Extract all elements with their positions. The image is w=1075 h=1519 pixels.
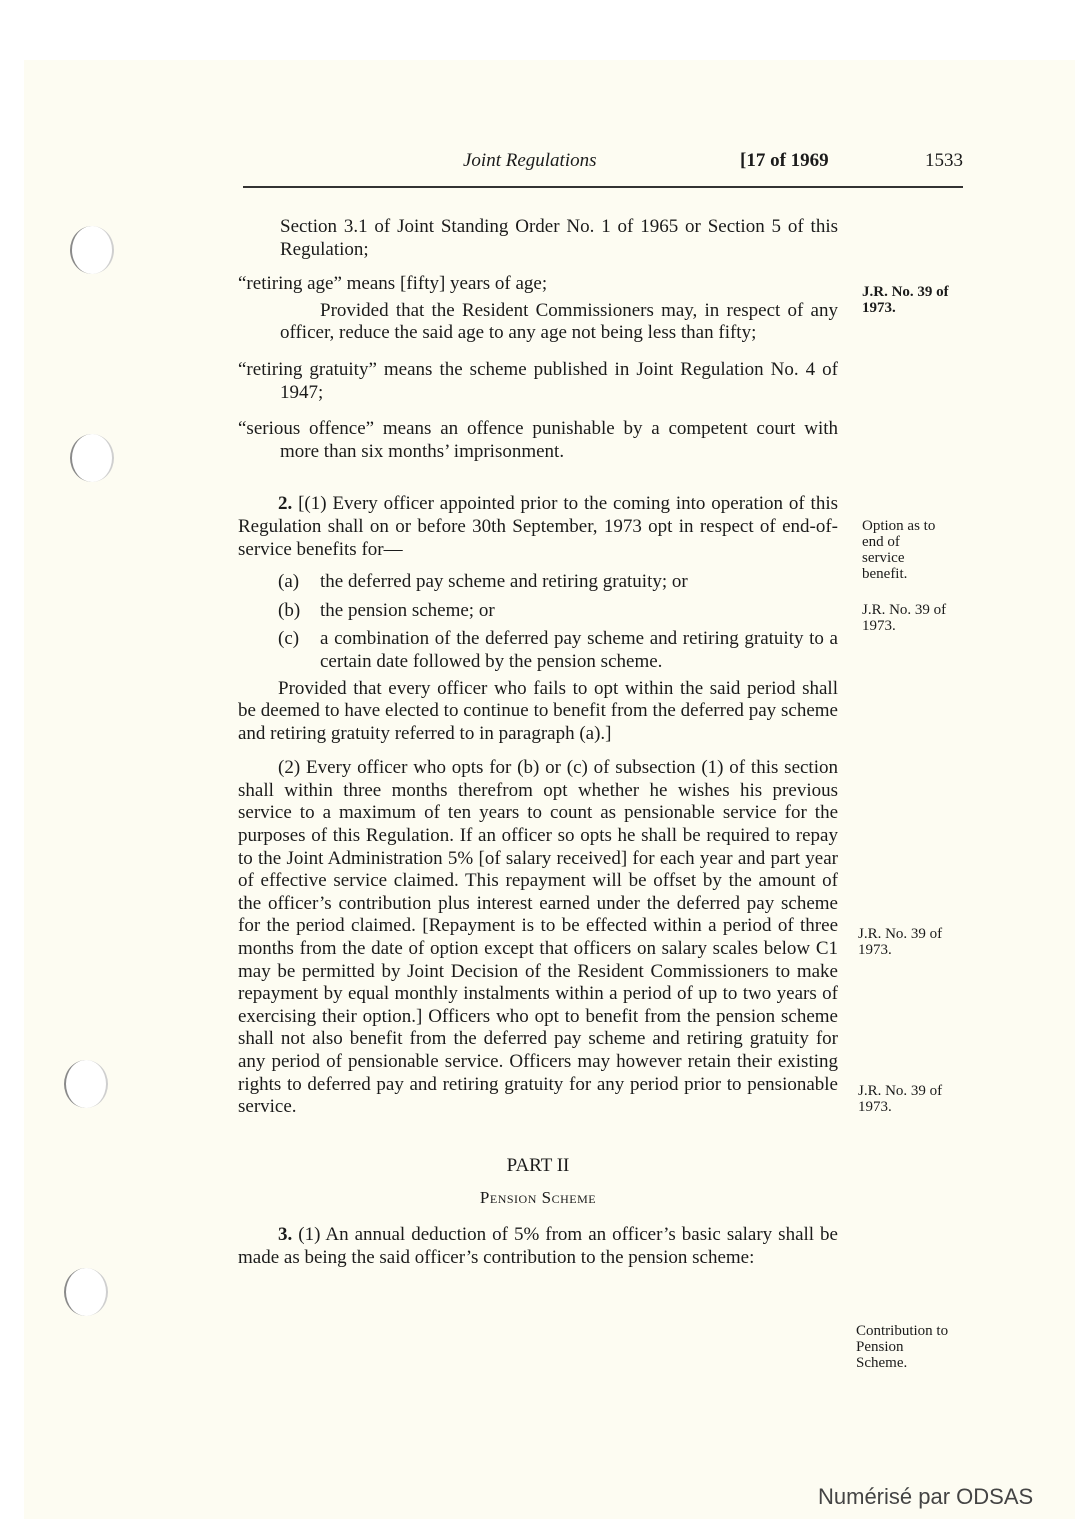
section-3-number: 3. — [278, 1223, 293, 1245]
section-2-number: 2. — [278, 493, 293, 515]
punch-hole-3 — [64, 1060, 108, 1108]
section-3-1-text: (1) An annual deduction of 5% from an officer’s basic salary shall be made as being the said officer’s contribution to the pension scheme: — [238, 1223, 838, 1268]
digitization-watermark: Numérisé par ODSAS — [818, 1484, 1034, 1509]
retiring-age-proviso: Provided that the Resident Commissioners may, in respect of any officer, reduce the said age to any age not being less than fifty; — [280, 299, 838, 344]
section-2-1-text: [(1) Every officer appointed prior to the coming into operation of this Regulation shall on or before 30th September, 1973 opt in respect of end-of-service benefits for— — [238, 493, 839, 560]
part-heading: PART II — [506, 1154, 570, 1176]
part-subheading: Pension Scheme — [479, 1188, 597, 1208]
header-title: Joint Regulations — [463, 150, 597, 171]
punch-hole-1 — [70, 226, 114, 274]
punch-hole-4 — [64, 1268, 108, 1316]
margin-note-1: J.R. No. 39 of 1973. — [862, 284, 949, 316]
section-2-2: (2) Every officer who opts for (b) or (c) of subsection (1) of this section shall within three months therefrom opt whether he wishes his previous service to a maximum of ten years to count as pensionable service for the purposes of this Regulation. If an officer so opts he shall be required to repay to the Joint Administration 5% [of salary received] for each year and part year of effective service claimed. This repayment will be offset by the amount of the officer’s contribution plus interest earned under the deferred pay scheme for the period claimed. [Repayment is to be effected within a period of three months from the date of option except that officers on salary scales below C1 may be permitted by Joint Decision of the Resident Commissioners to make repayment by equal monthly instalments within a period of up to two years of exercising their option.] Officers who opt to benefit from the pension scheme shall not also benefit from the deferred pay scheme and retiring gratuity for any period of pensionable service. Officers may however retain their existing rights to deferred pay and retiring gratuity for any period prior to pensionable service. — [238, 757, 838, 1118]
margin-note-6: Contribution to Pension Scheme. — [856, 1323, 949, 1371]
section-3-1 — [238, 1224, 838, 1269]
margin-note-3: J.R. No. 39 of 1973. — [862, 602, 947, 634]
item-label: (c) — [278, 628, 300, 650]
header-reference: [17 of 1969 — [740, 150, 829, 171]
item-text: a combination of the deferred pay scheme and retiring gratuity to a certain date followed by the pension scheme. — [320, 628, 838, 672]
page-number: 1533 — [925, 150, 963, 171]
header-rule — [243, 186, 963, 188]
list-item-c — [238, 628, 838, 673]
item-label: (b) — [278, 599, 301, 621]
margin-note-5: J.R. No. 39 of 1973. — [858, 1083, 943, 1115]
list-item-b — [238, 600, 838, 623]
margin-note-4: J.R. No. 39 of 1973. — [858, 926, 943, 958]
running-header — [243, 150, 963, 180]
section-2-proviso: Provided that every officer who fails to opt within the said period shall be deemed to have elected to continue to benefit from the deferred pay scheme and retiring gratuity referred to in paragraph (a).] — [238, 677, 838, 744]
item-text: the deferred pay scheme and retiring gratuity; or — [320, 571, 688, 593]
punch-hole-2 — [70, 434, 114, 482]
definition-retiring-gratuity: “retiring gratuity” means the scheme published in Joint Regulation No. 4 of 1947; — [238, 358, 838, 403]
item-label: (a) — [278, 571, 300, 593]
definition-serious-offence: “serious offence” means an offence punishable by a competent court with more than six months’ imprisonment. — [238, 418, 838, 462]
margin-note-2: Option as to end of service benefit. — [862, 518, 936, 582]
section-2-1 — [238, 493, 838, 561]
definition-retiring-age: “retiring age” means [fifty] years of age; — [238, 273, 548, 295]
item-text: the pension scheme; or — [320, 599, 495, 621]
list-item-a — [238, 571, 838, 594]
regulation-body — [238, 216, 838, 1269]
definition-continuation: Section 3.1 of Joint Standing Order No. 1 of 1965 or Section 5 of this Regulation; — [280, 216, 838, 260]
